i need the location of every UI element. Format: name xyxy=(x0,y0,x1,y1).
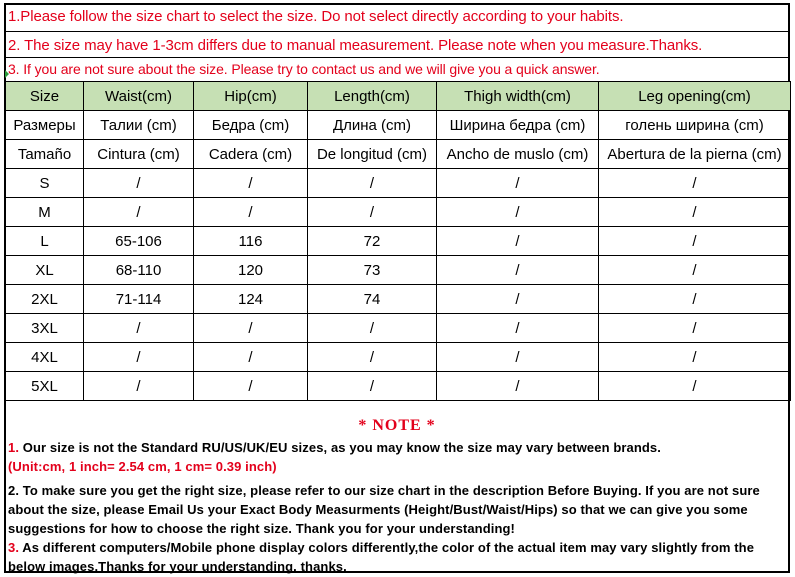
size-label-cell: Размеры xyxy=(6,111,84,140)
table-cell: / xyxy=(308,169,437,198)
size-label-cell: Tamaño xyxy=(6,140,84,169)
table-cell: / xyxy=(437,372,599,401)
table-cell: 65-106 xyxy=(84,227,194,256)
table-cell: / xyxy=(84,198,194,227)
table-cell: 120 xyxy=(194,256,308,285)
table-cell: / xyxy=(599,343,791,372)
size-label-cell: 3XL xyxy=(6,314,84,343)
table-row xyxy=(6,198,791,227)
table-cell: De longitud (cm) xyxy=(308,140,437,169)
table-cell: / xyxy=(599,198,791,227)
table-cell: Бедра (cm) xyxy=(194,111,308,140)
table-cell: / xyxy=(437,256,599,285)
table-cell: / xyxy=(599,256,791,285)
table-cell: 68-110 xyxy=(84,256,194,285)
note-text: Our size is not the Standard RU/US/UK/EU sizes, as you may know the size may vary between brands. xyxy=(19,440,661,455)
table-cell: Thigh width(cm) xyxy=(437,82,599,111)
table-cell: / xyxy=(308,372,437,401)
note-number: 1. xyxy=(8,440,20,455)
table-cell: / xyxy=(308,198,437,227)
table-row xyxy=(6,256,791,285)
table-cell: / xyxy=(599,285,791,314)
table-cell: / xyxy=(194,198,308,227)
table-cell: / xyxy=(194,372,308,401)
note-paragraph-3 xyxy=(8,538,788,576)
note-text: As different computers/Mobile phone display colors differently,the color of the actual item may vary slightly from the below images.Thanks for your understanding. thanks. xyxy=(8,540,755,574)
note-number: 3. xyxy=(8,540,20,555)
table-cell: / xyxy=(84,372,194,401)
table-cell: / xyxy=(437,169,599,198)
size-label-cell: XL xyxy=(6,256,84,285)
size-label-cell: Size xyxy=(6,82,84,111)
table-cell: / xyxy=(84,343,194,372)
notice-1: 1.Please follow the size chart to select the size. Do not select directly according to your habits. xyxy=(8,8,624,25)
table-cell: / xyxy=(437,198,599,227)
table-cell: / xyxy=(84,314,194,343)
table-cell: Cintura (cm) xyxy=(84,140,194,169)
table-cell: Ancho de muslo (cm) xyxy=(437,140,599,169)
table-row xyxy=(6,169,791,198)
table-cell: 72 xyxy=(308,227,437,256)
table-cell: / xyxy=(437,343,599,372)
table-cell: Waist(cm) xyxy=(84,82,194,111)
table-cell: 71-114 xyxy=(84,285,194,314)
size-chart-table xyxy=(5,81,791,401)
table-row xyxy=(6,314,791,343)
table-cell: Hip(cm) xyxy=(194,82,308,111)
table-cell: / xyxy=(437,227,599,256)
table-cell: Cadera (cm) xyxy=(194,140,308,169)
divider xyxy=(4,31,790,32)
unit-conversion-note: (Unit:cm, 1 inch= 2.54 cm, 1 cm= 0.39 inch) xyxy=(8,459,277,474)
note-paragraph-1 xyxy=(8,438,788,476)
table-cell: 124 xyxy=(194,285,308,314)
header-row xyxy=(6,82,791,111)
table-cell: 116 xyxy=(194,227,308,256)
table-cell: / xyxy=(308,314,437,343)
table-cell: / xyxy=(599,227,791,256)
table-cell: Длина (cm) xyxy=(308,111,437,140)
table-row xyxy=(6,343,791,372)
table-row xyxy=(6,285,791,314)
table-cell: голень ширина (cm) xyxy=(599,111,791,140)
table-cell: / xyxy=(194,314,308,343)
table-cell: / xyxy=(194,343,308,372)
size-label-cell: M xyxy=(6,198,84,227)
table-cell: / xyxy=(437,314,599,343)
table-cell: / xyxy=(599,169,791,198)
table-cell: / xyxy=(194,169,308,198)
size-label-cell: S xyxy=(6,169,84,198)
size-label-cell: L xyxy=(6,227,84,256)
table-row xyxy=(6,227,791,256)
corner-marker xyxy=(5,70,9,78)
table-cell: / xyxy=(84,169,194,198)
header-row-russian xyxy=(6,111,791,140)
table-cell: Leg opening(cm) xyxy=(599,82,791,111)
table-cell: / xyxy=(308,343,437,372)
divider xyxy=(4,57,790,58)
table-cell: Талии (cm) xyxy=(84,111,194,140)
table-cell: Abertura de la pierna (cm) xyxy=(599,140,791,169)
size-label-cell: 2XL xyxy=(6,285,84,314)
note-title: * NOTE * xyxy=(358,417,436,434)
notice-3: 3. If you are not sure about the size. Please try to contact us and we will give you a quick answer. xyxy=(8,61,600,77)
table-cell: / xyxy=(599,314,791,343)
notice-2: 2. The size may have 1-3cm differs due to manual measurement. Please note when you measure.Thanks. xyxy=(8,37,703,54)
table-cell: 73 xyxy=(308,256,437,285)
size-label-cell: 4XL xyxy=(6,343,84,372)
table-row xyxy=(6,372,791,401)
table-cell: / xyxy=(437,285,599,314)
header-row-spanish xyxy=(6,140,791,169)
note-paragraph-2: 2. To make sure you get the right size, please refer to our size chart in the description Before Buying. If you are not sure about the size, please Email Us your Exact Body Measurments (Height/Bust/Waist/Hips) so that we can give you some suggestions for how to choose the right size. Thank you for your understanding! xyxy=(8,483,760,536)
table-cell: 74 xyxy=(308,285,437,314)
size-label-cell: 5XL xyxy=(6,372,84,401)
table-cell: / xyxy=(599,372,791,401)
table-cell: Length(cm) xyxy=(308,82,437,111)
table-cell: Ширина бедра (cm) xyxy=(437,111,599,140)
